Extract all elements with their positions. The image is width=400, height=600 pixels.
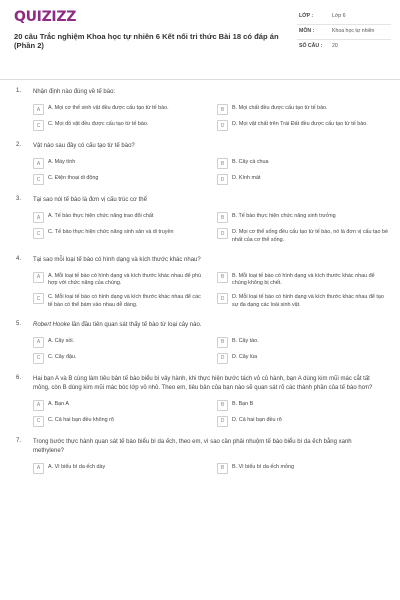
option-letter-box[interactable]: C [33,353,44,364]
question-text: Trong bước thực hành quan sát tế bào biểu bì da ếch, theo em, vì sao cần phải nhuộm tế bào biểu bì da ếch bằng xanh methylene? [33,438,352,454]
answer-option[interactable] [33,228,205,245]
option-text: B. Tế bào thực hiện chức năng sinh trưởng [232,213,336,219]
question-text: Hai bạn A và B cùng làm tiêu bản tế bào biểu bì vảy hành, khi thực hiện bước tách vỏ củ hành, bạn A dùng kim mũi mác cắt tất mỏng, còn B dùng kim mũi mác bóc lớp vỏ nhỏ. Theo em, tiêu bản của bạn nào sẽ quan sát rõ các thành phần của tế bào hơn? [33,375,373,391]
option-text: D. Mọi vật chất trên Trái Đất đều được cấu tạo từ tế bào. [232,121,368,127]
option-letter-box[interactable]: B [217,272,228,283]
question-number: 2. [16,142,22,148]
answer-option[interactable] [33,272,205,289]
meta-value: Lớp 6 [332,13,346,19]
question-text-italic: Robert Hooke [33,321,71,328]
answer-option[interactable] [217,353,389,364]
answer-option[interactable] [217,416,389,427]
option-text: D. Mọi cơ thể sống đều cấu tạo từ tế bào, nó là đơn vị cấu tạo bé nhất của cơ thể sống. [232,229,389,243]
option-text: A. Bạn A [48,400,69,407]
option-letter-box[interactable]: B [217,400,228,411]
answer-option[interactable] [217,158,389,169]
answer-option[interactable] [33,212,205,223]
option-text: B. Bạn B [232,400,254,407]
option-letter-box[interactable]: C [33,120,44,131]
answer-option[interactable] [217,174,389,185]
answer-options [33,158,389,185]
answer-option[interactable] [217,212,389,223]
question-number: 5. [16,320,22,327]
answer-options [33,463,389,474]
question-item [0,196,400,245]
option-letter-box[interactable]: C [33,416,44,427]
question-item [0,256,400,310]
question-text-rest: lần đầu tiên quan sát thấy tế bào từ loại cây nào. [70,321,202,328]
option-text: D. Mỗi loại tế bào có hình dạng và kích thước khác nhau để tạo sự đa dạng các loài sinh vật. [232,294,384,309]
option-letter-box[interactable]: D [217,416,228,427]
quizizz-logo: QUIZIZZ [14,9,77,25]
option-letter-box[interactable]: D [217,174,228,185]
question-item [0,438,400,474]
option-text: C. Mọi đồ vật đều được cấu tạo từ tế bào. [48,121,149,127]
meta-row [297,25,391,40]
option-text: A. Tế bào thực hiện chức năng trao đổi chất [48,213,154,219]
option-text: B. Mọi chất đều được cấu tạo từ tế bào. [232,105,328,111]
option-letter-box[interactable]: A [33,212,44,223]
question-number: 7. [16,437,22,444]
meta-row [297,40,391,54]
option-letter-box[interactable]: B [217,212,228,223]
meta-key: MÔN : [299,28,315,35]
option-letter-box[interactable]: C [33,293,44,304]
answer-options [33,337,389,364]
option-text: C. Mỗi loại tế bào có hình dạng và kích thước khác nhau để các tế bào có thể bám vào nhau dễ dàng. [48,294,201,309]
option-letter-box[interactable]: A [33,400,44,411]
option-text: B. Cây táo. [232,337,259,344]
option-text: B. Cây cà chua [232,159,269,165]
question-text [33,321,383,330]
answer-options [33,400,389,427]
option-letter-box[interactable]: B [217,463,228,474]
answer-option[interactable] [217,272,389,289]
answer-option[interactable] [217,293,389,310]
option-text: C. Cây đậu. [48,353,77,360]
option-text: D. Cả hai bạn đều rõ [232,416,282,423]
option-text: A. Cây sồi. [48,337,75,344]
option-letter-box[interactable]: B [217,337,228,348]
answer-option[interactable] [217,463,389,474]
option-letter-box[interactable]: D [217,353,228,364]
option-letter-box[interactable]: A [33,463,44,474]
question-item [0,142,400,185]
meta-row [297,10,391,25]
option-letter-box[interactable]: B [217,158,228,169]
meta-key: SỐ CÂU : [299,43,323,50]
option-text: C. Tế bào thực hiện chức năng sinh sản và di truyền [48,229,174,235]
question-text: Nhận định nào đúng về tế bào: [33,89,116,95]
option-letter-box[interactable]: A [33,158,44,169]
meta-table [297,10,391,54]
option-letter-box[interactable]: D [217,228,228,239]
answer-option[interactable] [33,104,205,115]
answer-options [33,212,389,245]
question-item [0,321,400,364]
option-text: B. Mỗi loại tế bào có hình dạng và kích thước khác nhau để chúng không bị chết. [232,272,375,287]
question-text: Tại sao nói tế bào là đơn vị cấu trúc cơ thể [33,197,147,203]
option-letter-box[interactable]: A [33,337,44,348]
option-letter-box[interactable]: D [217,293,228,304]
answer-option[interactable] [33,158,205,169]
answer-option[interactable] [33,353,205,364]
answer-option[interactable] [33,174,205,185]
question-number: 4. [16,255,22,262]
worksheet-title: 20 câu Trắc nghiệm Khoa học tự nhiên 6 Kết nối tri thức Bài 18 có đáp án (Phần 2) [14,32,279,51]
option-text: C. Điện thoại di động [48,175,99,181]
answer-option[interactable] [33,400,205,411]
question-number: 3. [16,196,22,202]
answer-option[interactable] [33,293,205,310]
answer-option[interactable] [33,337,205,348]
worksheet-header [0,0,400,80]
option-text: A. Máy tính [48,159,76,165]
answer-option[interactable] [217,104,389,115]
answer-option[interactable] [217,400,389,411]
answer-options [33,272,389,310]
meta-value: 20 [332,43,338,50]
meta-key: LỚP : [299,13,314,19]
answer-option[interactable] [33,463,205,474]
question-list [0,88,400,485]
option-text: D. Kính mát [232,175,261,181]
question-item [0,375,400,427]
option-text: D. Cây lúa [232,353,258,360]
answer-options [33,104,389,131]
option-text: A. Mỗi loại tế bào có hình dạng và kích thước khác nhau để phù hợp với chức năng của chúng. [48,272,202,287]
option-letter-box[interactable]: B [217,104,228,115]
answer-option[interactable] [217,228,389,245]
question-item [0,88,400,131]
option-text: C. Cả hai bạn đều không rõ [48,416,114,423]
option-text: A. Vì biểu bì da ếch dày [48,463,106,470]
question-number: 6. [16,374,22,381]
option-letter-box[interactable]: C [33,228,44,239]
answer-option[interactable] [217,337,389,348]
question-text: Tại sao mỗi loại tế bào có hình dạng và kích thước khác nhau? [33,256,201,263]
answer-option[interactable] [33,120,205,131]
question-text: Vật nào sau đây có cấu tạo từ tế bào? [33,143,135,149]
option-letter-box[interactable]: D [217,120,228,131]
meta-value: Khoa học tự nhiên [332,28,375,35]
option-text: A. Mọi cơ thể sinh vật đều được cấu tạo từ tế bào. [48,105,169,111]
question-number: 1. [16,88,22,94]
option-letter-box[interactable]: A [33,272,44,283]
option-letter-box[interactable]: A [33,104,44,115]
answer-option[interactable] [217,120,389,131]
answer-option[interactable] [33,416,205,427]
option-letter-box[interactable]: C [33,174,44,185]
option-text: B. Vì biểu bì da ếch mỏng [232,463,295,470]
